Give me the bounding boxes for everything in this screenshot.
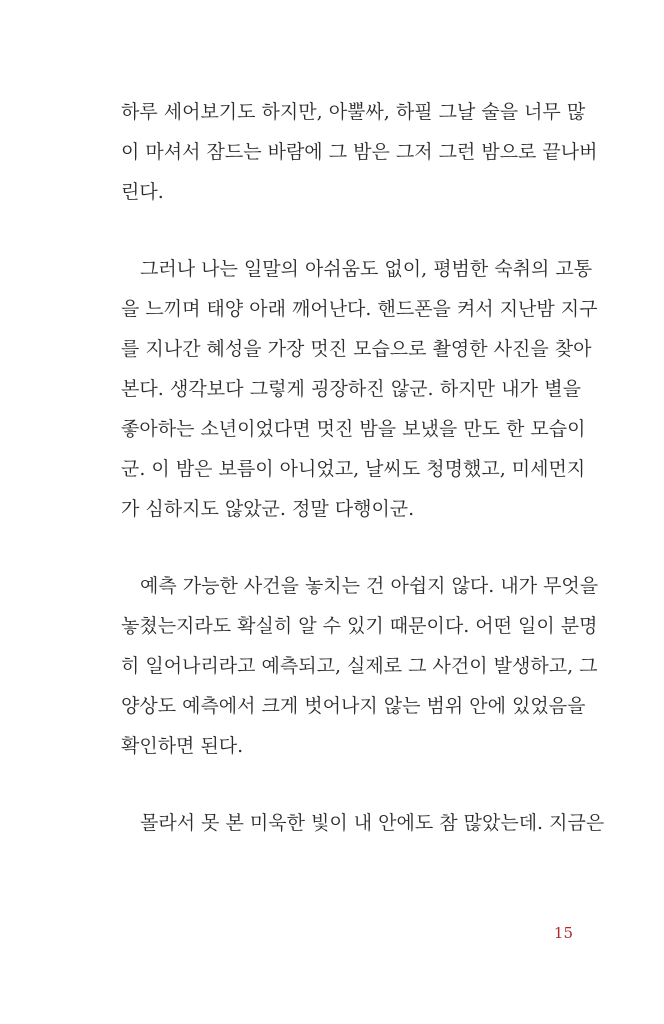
text-line: 그러나 나는 일말의 아쉬움도 없이, 평범한 숙취의 고통 (140, 258, 593, 280)
text-line: 을 느끼며 태양 아래 깨어난다. 핸드폰을 켜서 지난밤 지구 (121, 298, 598, 320)
paragraph-2 (121, 249, 598, 529)
paragraph-spacer (121, 212, 581, 249)
text-line: 양상도 예측에서 크게 벗어나지 않는 범위 안에 있었음을 (121, 695, 586, 717)
text-line: 를 지나간 혜성을 가장 멋진 모습으로 촬영한 사진을 찾아 (121, 338, 592, 360)
text-line: 린다. (121, 181, 164, 203)
text-line: 좋아하는 소년이었다면 멋진 밤을 보냈을 만도 한 모습이 (121, 418, 586, 440)
text-line: 몰라서 못 본 미욱한 빛이 내 안에도 참 많았는데. 지금은 (140, 812, 605, 834)
text-line: 예측 가능한 사건을 놓치는 건 아쉽지 않다. 내가 무엇을 (140, 575, 599, 597)
text-line: 이 마셔서 잠드는 바람에 그 밤은 그저 그런 밤으로 끝나버 (121, 141, 598, 163)
text-line: 히 일어나리라고 예측되고, 실제로 그 사건이 발생하고, 그 (121, 655, 598, 677)
paragraph-spacer (121, 529, 581, 566)
text-line: 본다. 생각보다 그렇게 굉장하진 않군. 하지만 내가 별을 (121, 378, 581, 400)
paragraph-spacer (121, 766, 581, 803)
text-line: 확인하면 된다. (121, 735, 244, 757)
paragraph-3 (121, 566, 599, 766)
paragraph-1 (121, 92, 598, 212)
paragraph-4 (121, 803, 605, 843)
page-number: 15 (553, 924, 573, 942)
body-text (121, 92, 605, 843)
text-line: 하루 세어보기도 하지만, 아뿔싸, 하필 그날 술을 너무 많 (121, 101, 586, 123)
text-line: 가 심하지도 않았군. 정말 다행이군. (121, 498, 415, 520)
text-line: 놓쳤는지라도 확실히 알 수 있기 때문이다. 어떤 일이 분명 (121, 615, 598, 637)
text-line: 군. 이 밤은 보름이 아니었고, 날씨도 청명했고, 미세먼지 (121, 458, 586, 480)
